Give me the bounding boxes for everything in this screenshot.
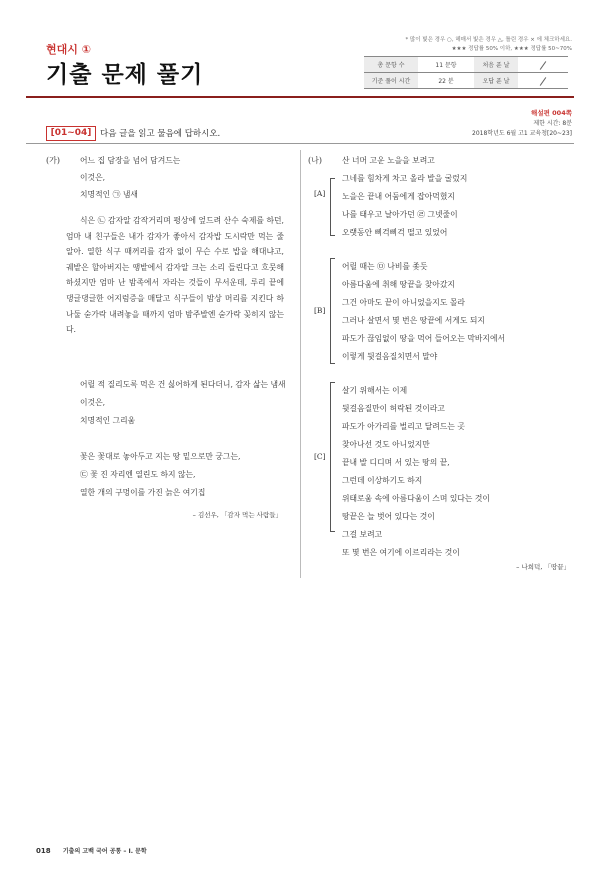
exam-time-value: 22 분: [418, 73, 474, 89]
poem-line: 나를 태우고 날아가던 ㉣ 그넷줄이: [342, 210, 458, 219]
poem-line: 오랫동안 삐걱삐걱 떨고 있었어: [342, 228, 448, 237]
unit-label: 현대시 ①: [46, 43, 92, 56]
poem-line: 아름다움에 취해 땅끝을 찾아갔지: [342, 280, 455, 289]
legend-line-2: ★★★ 정답률 50% 이하, ★★★ 정답률 50~70%: [451, 46, 572, 52]
poem-line: 노을은 끝내 어둠에게 잡아먹혔지: [342, 192, 455, 201]
prose-paragraph: 식은 ㉡ 감자알 감작거리며 평상에 엎드려 산수 숙제를 하던, 엄마 내 친구들은 내가 감자가 좋아서 감자밥 도시락만 먹는 줄 알아. 열한 식구 때꺼리를 감자 없이 무슨 수로 밥을 해대냐고, 궤밭은 할아버지는 땡밭에서 감자알 크는 소리 들린다고 흐뭇해하셨지만 엄마 난 밤족에서 자라는 것들이 무서운데, 루리 끝에 댕글댕글한 어지럼증을 매달고 식구들이 밤상 머리를 지킨다 하나둘 숟가락 내려놓을 때까지 엄마 밤주발엔 숟가락 꽂히지 않는다.: [66, 216, 284, 335]
author-credit: – 나희덕, 「땅끝」: [516, 563, 570, 571]
poem-line: 어릴 때는 ㉤ 나비를 좇듯: [342, 262, 428, 271]
poem-line: 땅끝은 늘 벗어 있다는 것이: [342, 512, 435, 521]
poem-line: 파도가 끊임없이 땅을 먹어 들어오는 막바지에서: [342, 334, 506, 343]
stats-table: [364, 56, 568, 89]
page-footer: [36, 846, 147, 855]
total-questions-label: 총 문항 수: [364, 57, 418, 73]
slash-mark: [540, 61, 547, 70]
question-number-box: [01~04]: [46, 126, 96, 141]
question-rule: [26, 143, 574, 144]
author-credit: – 김선우, 「감자 먹는 사람들」: [192, 511, 282, 519]
poem-line: 이것은,: [80, 173, 106, 182]
legend-line-1: * 많이 빛은 경우 ○, 헤매서 빛은 경우 △, 틀린 경우 × 에 체크하세요.: [405, 37, 572, 43]
bracket-c-label: [C]: [314, 452, 326, 461]
poem-line: 끝내 발 디디며 서 있는 땅의 끝,: [342, 458, 450, 467]
exam-time-label: 기준 풀이 시간: [364, 73, 418, 89]
poem-line: 뒷걸음질만이 허락된 것이라고: [342, 404, 445, 413]
book-title: 기출의 고백 국어 공통 – I. 문학: [62, 848, 147, 855]
poem-line: 살기 위해서는 이제: [342, 386, 408, 395]
first-solve-label: 처음 푼 날: [474, 57, 518, 73]
poem-line: 치명적인 그리움: [80, 416, 136, 425]
poem-line: 그러나 살면서 몇 번은 땅끝에 서게도 되지: [342, 316, 485, 325]
review-slot[interactable]: [518, 73, 568, 89]
review-label: 오답 푼 날: [474, 73, 518, 89]
poem-line: 그런데 이상하기도 하지: [342, 476, 423, 485]
poem-line: 그걸 보려고: [342, 530, 383, 539]
page-title: 기출 문제 풀기: [46, 62, 204, 88]
bracket-b-label: [B]: [314, 306, 326, 315]
poem-line: ㉢ 꽃 진 자리엔 열린도 하지 않는,: [80, 470, 196, 479]
poem-line: 위태로움 속에 아름다움이 스며 있다는 것이: [342, 494, 490, 503]
bracket-c: [330, 382, 335, 532]
slash-mark: [540, 77, 547, 86]
passage-label-na: (나): [308, 156, 322, 165]
exam-source: 2018학년도 6월 고1 교육청[20~23]: [472, 130, 572, 137]
poem-line: 치명적인 ㉠ 냄새: [80, 190, 138, 199]
total-questions-value: 11 문항: [418, 57, 474, 73]
bracket-b: [330, 258, 335, 364]
poem-line: 산 너머 고운 노을을 보려고: [342, 156, 435, 165]
poem-line: 그건 아마도 끝이 아니었을지도 몰라: [342, 298, 465, 307]
header-rule: [26, 96, 574, 98]
question-instruction: 다음 글을 읽고 물음에 답하시오.: [100, 129, 221, 139]
poem-line: 찾아나선 것도 아니었지만: [342, 440, 430, 449]
column-divider: [300, 150, 301, 578]
page-number: 018: [36, 847, 51, 855]
poem-line: 어느 집 담장을 넘어 담겨드는: [80, 156, 181, 165]
poem-line: 이렇게 뒷걸음질치면서 말야: [342, 352, 438, 361]
bracket-a: [330, 178, 335, 236]
poem-line: 꽃은 꽃대로 놓아두고 지는 땅 밑으로만 궁그는,: [80, 452, 241, 461]
poem-line: 열한 개의 구멍이를 가진 늙은 여기집: [80, 488, 206, 497]
poem-line: 어릴 적 질리도록 먹은 건 싫어하게 된다더니, 감자 삶는 냄새: [80, 380, 286, 389]
poem-line: 파도가 아가리를 벌리고 달려드는 곳: [342, 422, 465, 431]
passage-label-ga: (가): [46, 156, 60, 165]
poem-line: 이것은,: [80, 398, 106, 407]
poem-line: 또 몇 번은 여기에 이르리라는 것이: [342, 548, 460, 557]
answer-reference: 해설편 004쪽: [531, 109, 572, 117]
poem-line: 그네를 힘차게 차고 올라 발을 굴렀지: [342, 174, 468, 183]
time-limit: 제한 시간: 8분: [533, 120, 572, 127]
bracket-a-label: [A]: [314, 189, 326, 198]
first-solve-slot[interactable]: [518, 57, 568, 73]
